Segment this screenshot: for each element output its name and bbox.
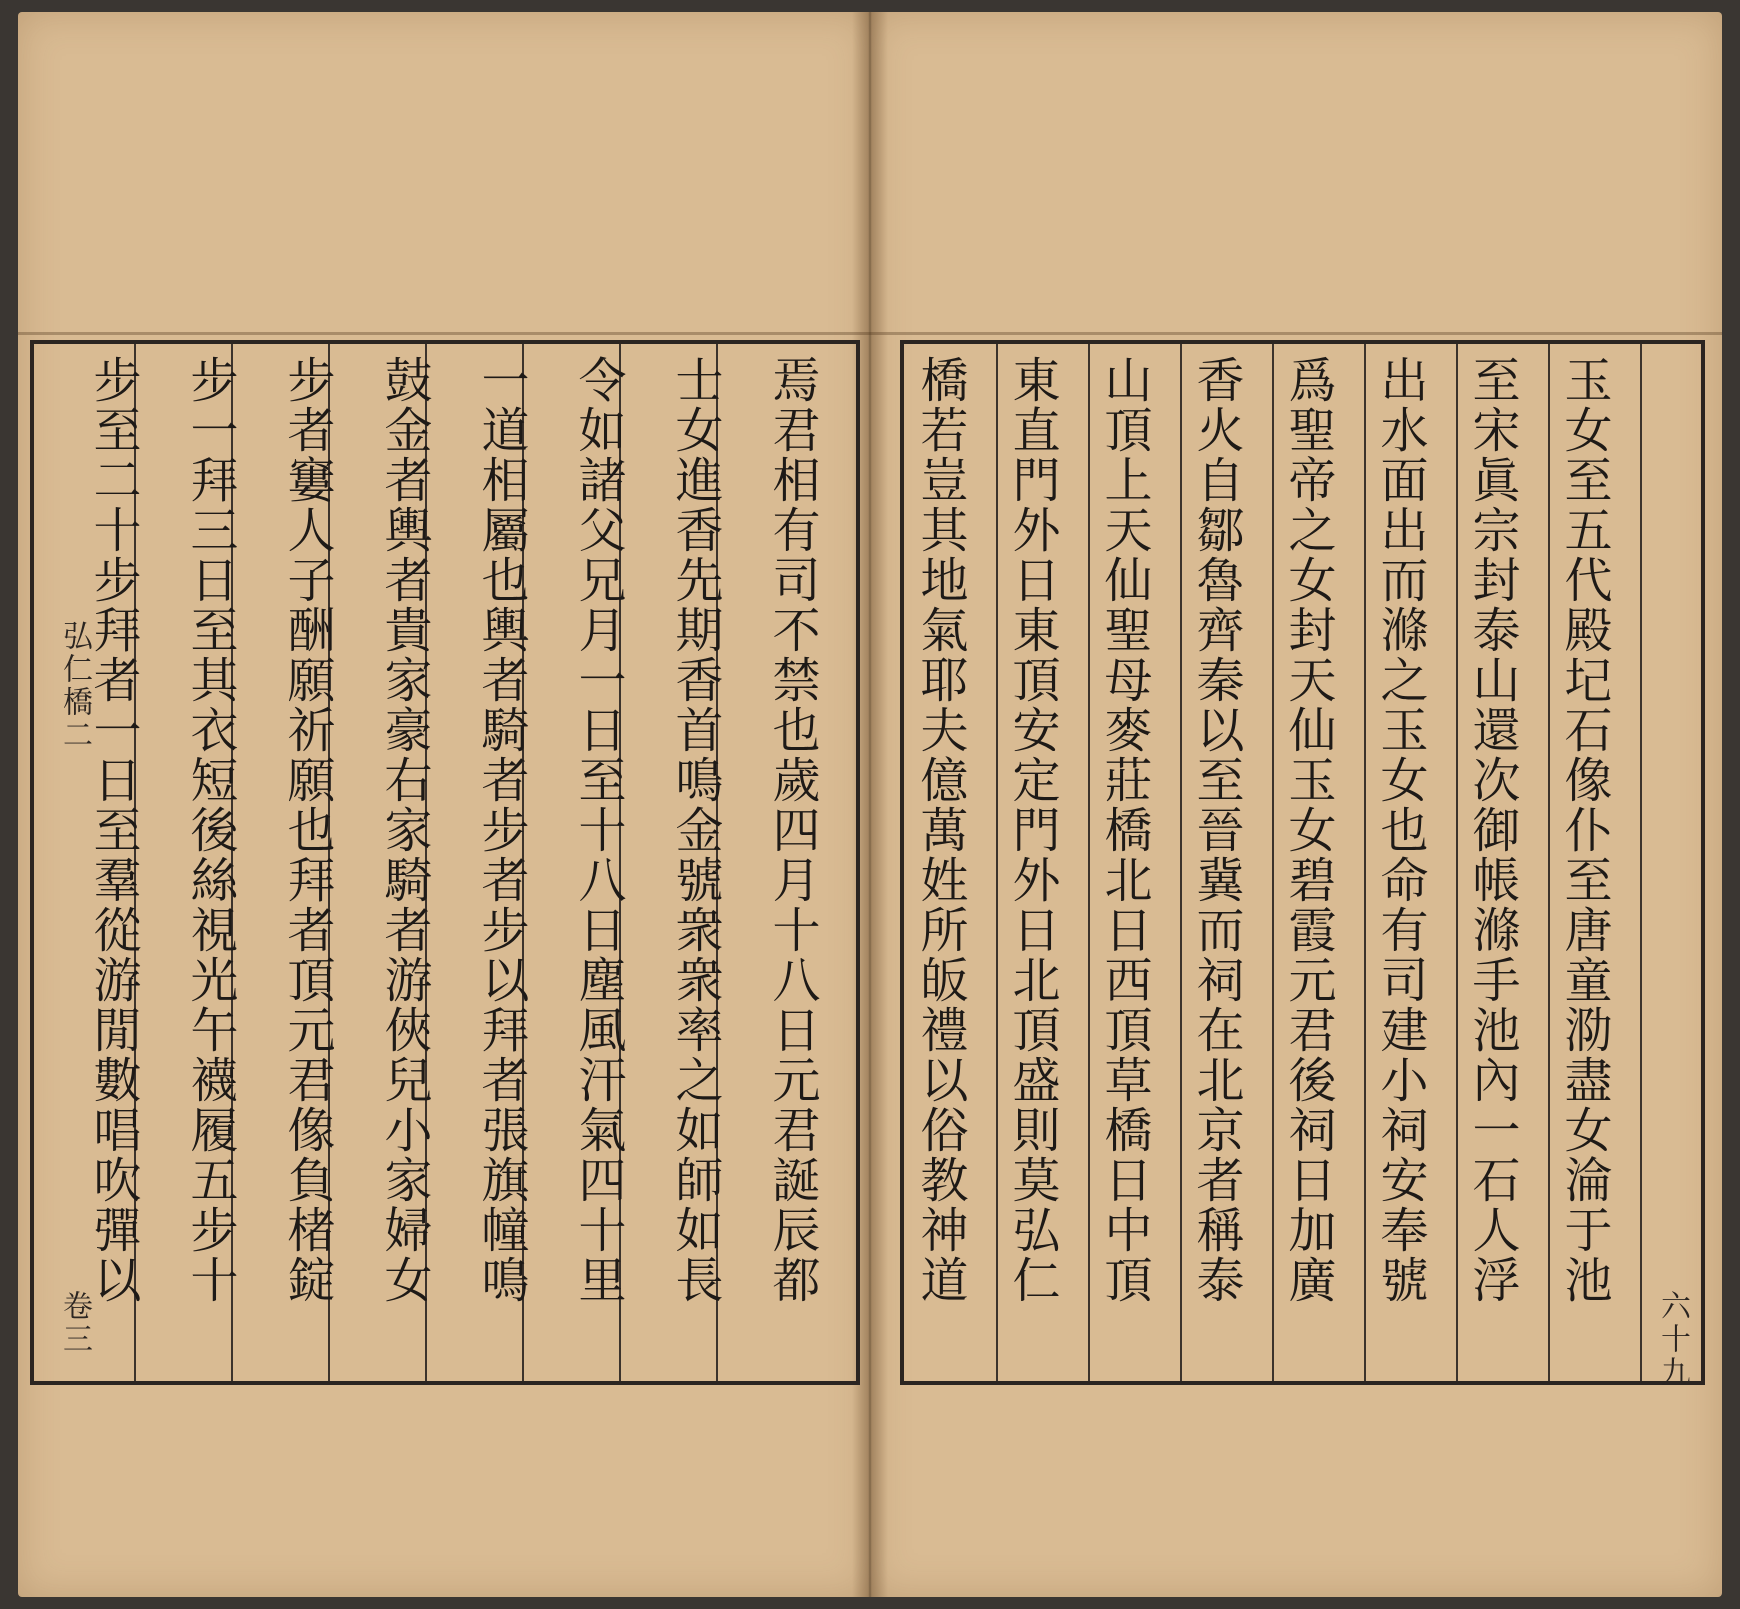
column-rule — [1088, 344, 1090, 1381]
text-column: 出水面出而滌之玉女也命有司建小祠安奉號 — [1372, 355, 1428, 1305]
text-column: 令如諸父兄月一日至十八日塵風汗氣四十里 — [570, 355, 626, 1305]
column-rule — [996, 344, 998, 1381]
page-fold-line — [18, 332, 1722, 335]
column-rule — [1272, 344, 1274, 1381]
left-text-frame — [30, 340, 860, 1385]
text-column: 步者窶人子酬願祈願也拜者頂元君像負楮錠 — [279, 355, 335, 1305]
text-column: 士女進香先期香首鳴金號衆衆率之如師如長 — [667, 355, 723, 1305]
text-column: 玉女至五代殿圮石像仆至唐童泐盡女淪于池 — [1556, 355, 1612, 1305]
column-rule — [1456, 344, 1458, 1381]
text-column: 步一拜三日至其衣短後絲視光午襪履五步十 — [182, 355, 238, 1305]
text-column: 焉君相有司不禁也歲四月十八日元君誕辰都 — [764, 355, 820, 1305]
text-column: 至宋眞宗封泰山還次御帳滌手池內一石人浮 — [1464, 355, 1520, 1305]
text-column: 山頂上天仙聖母麥莊橋北日西頂草橋日中頂 — [1096, 355, 1152, 1305]
column-rule — [1364, 344, 1366, 1381]
page-number: 六十九 — [1655, 1290, 1690, 1389]
text-column: 香火自鄒魯齊秦以至晉冀而祠在北京者稱泰 — [1188, 355, 1244, 1305]
text-column: 一道相屬也輿者騎者步者步以拜者張旗幢鳴 — [473, 355, 529, 1305]
column-rule — [1640, 344, 1642, 1381]
margin-title: 弘仁橋二 — [57, 620, 92, 752]
text-column: 鼓金者輿者貴家豪右家騎者游俠兒小家婦女 — [376, 355, 432, 1305]
text-column: 爲聖帝之女封天仙玉女碧霞元君後祠日加廣 — [1280, 355, 1336, 1305]
juan-label: 卷三 — [57, 1290, 92, 1356]
text-column: 東直門外日東頂安定門外日北頂盛則莫弘仁 — [1004, 355, 1060, 1305]
column-rule — [1180, 344, 1182, 1381]
text-column: 步至二十步拜者一日至羣從游閒數唱吹彈以 — [85, 355, 141, 1305]
column-rule — [1548, 344, 1550, 1381]
text-column: 橋若豈其地氣耶夫億萬姓所皈禮以俗教神道 — [912, 355, 968, 1305]
